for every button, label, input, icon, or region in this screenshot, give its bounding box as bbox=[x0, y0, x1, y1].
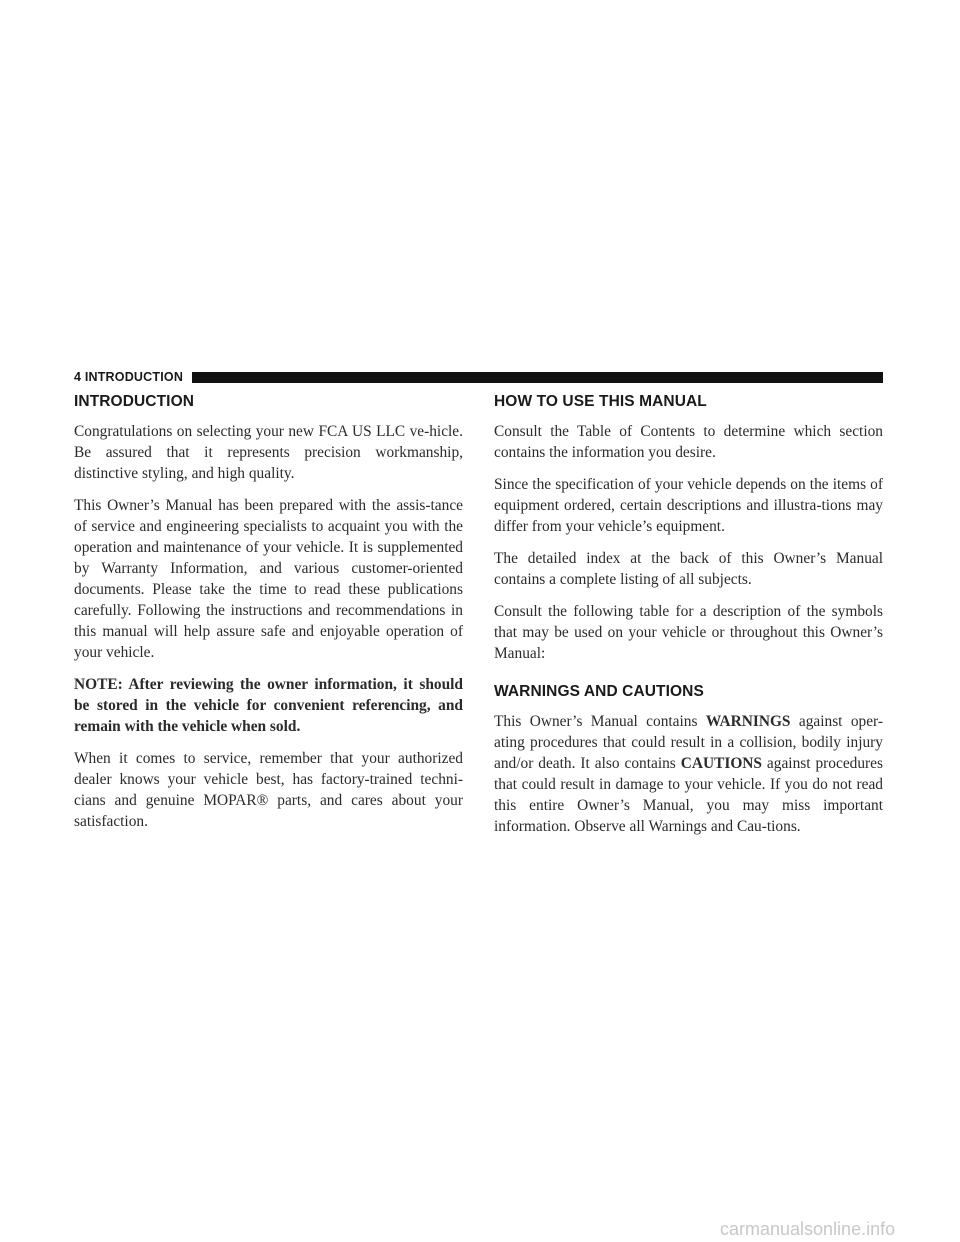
header-rule bbox=[192, 372, 883, 383]
warnings-text-e: against procedures that could result in damage to your vehicle. If you do not read this entire Owner’s Manual, you may miss important information. Observe all Warnings and Cau-tions. bbox=[494, 755, 883, 835]
warnings-paragraph bbox=[494, 711, 883, 837]
intro-paragraph-2: This Owner’s Manual has been prepared with the assis-tance of service and engineering specialists to acquaint you with the operation and maintenance of your vehicle. It is supplemented by Warranty Information, and various customer-oriented documents. Please take the time to read these publications carefully. Following the instructions and recommendations in this manual will help assure safe and enjoyable operation of your vehicle. bbox=[74, 497, 463, 661]
cautions-keyword: CAUTIONS bbox=[680, 755, 762, 772]
right-column bbox=[494, 392, 883, 848]
how-to-paragraph-2: Since the specification of your vehicle depends on the items of equipment ordered, certain descriptions and illustra-tions may differ from your vehicle’s equipment. bbox=[494, 476, 883, 535]
watermark: carmanualsonline.info bbox=[720, 1219, 896, 1239]
page-number-section: 4 INTRODUCTION bbox=[74, 370, 184, 384]
how-to-paragraph-4: Consult the following table for a description of the symbols that may be used on your vehicle or throughout this Owner’s Manual: bbox=[494, 603, 883, 662]
warnings-keyword: WARNINGS bbox=[705, 713, 791, 730]
how-to-paragraph-1: Consult the Table of Contents to determine which section contains the information you desire. bbox=[494, 423, 883, 461]
how-to-use-heading: HOW TO USE THIS MANUAL bbox=[494, 393, 707, 410]
intro-paragraph-1: Congratulations on selecting your new FCA US LLC ve-hicle. Be assured that it represents precision workmanship, distinctive styling, and high quality. bbox=[74, 423, 463, 482]
warnings-text-c: against oper-ating procedures that could result in a collision, bodily injury and/or death. It also contains bbox=[494, 713, 883, 772]
warnings-cautions-heading: WARNINGS AND CAUTIONS bbox=[494, 683, 704, 700]
how-to-paragraph-3: The detailed index at the back of this Owner’s Manual contains a complete listing of all subjects. bbox=[494, 550, 883, 588]
warnings-text-a: This Owner’s Manual contains bbox=[494, 713, 706, 730]
note-paragraph: NOTE: After reviewing the owner information, it should be stored in the vehicle for convenient referencing, and remain with the vehicle when sold. bbox=[74, 676, 463, 735]
left-column bbox=[74, 392, 463, 843]
introduction-heading: INTRODUCTION bbox=[74, 393, 195, 410]
page-header bbox=[74, 369, 883, 385]
intro-paragraph-3: When it comes to service, remember that your authorized dealer knows your vehicle best, has factory-trained techni-cians and genuine MOPAR® parts, and cares about your satisfaction. bbox=[74, 750, 463, 830]
